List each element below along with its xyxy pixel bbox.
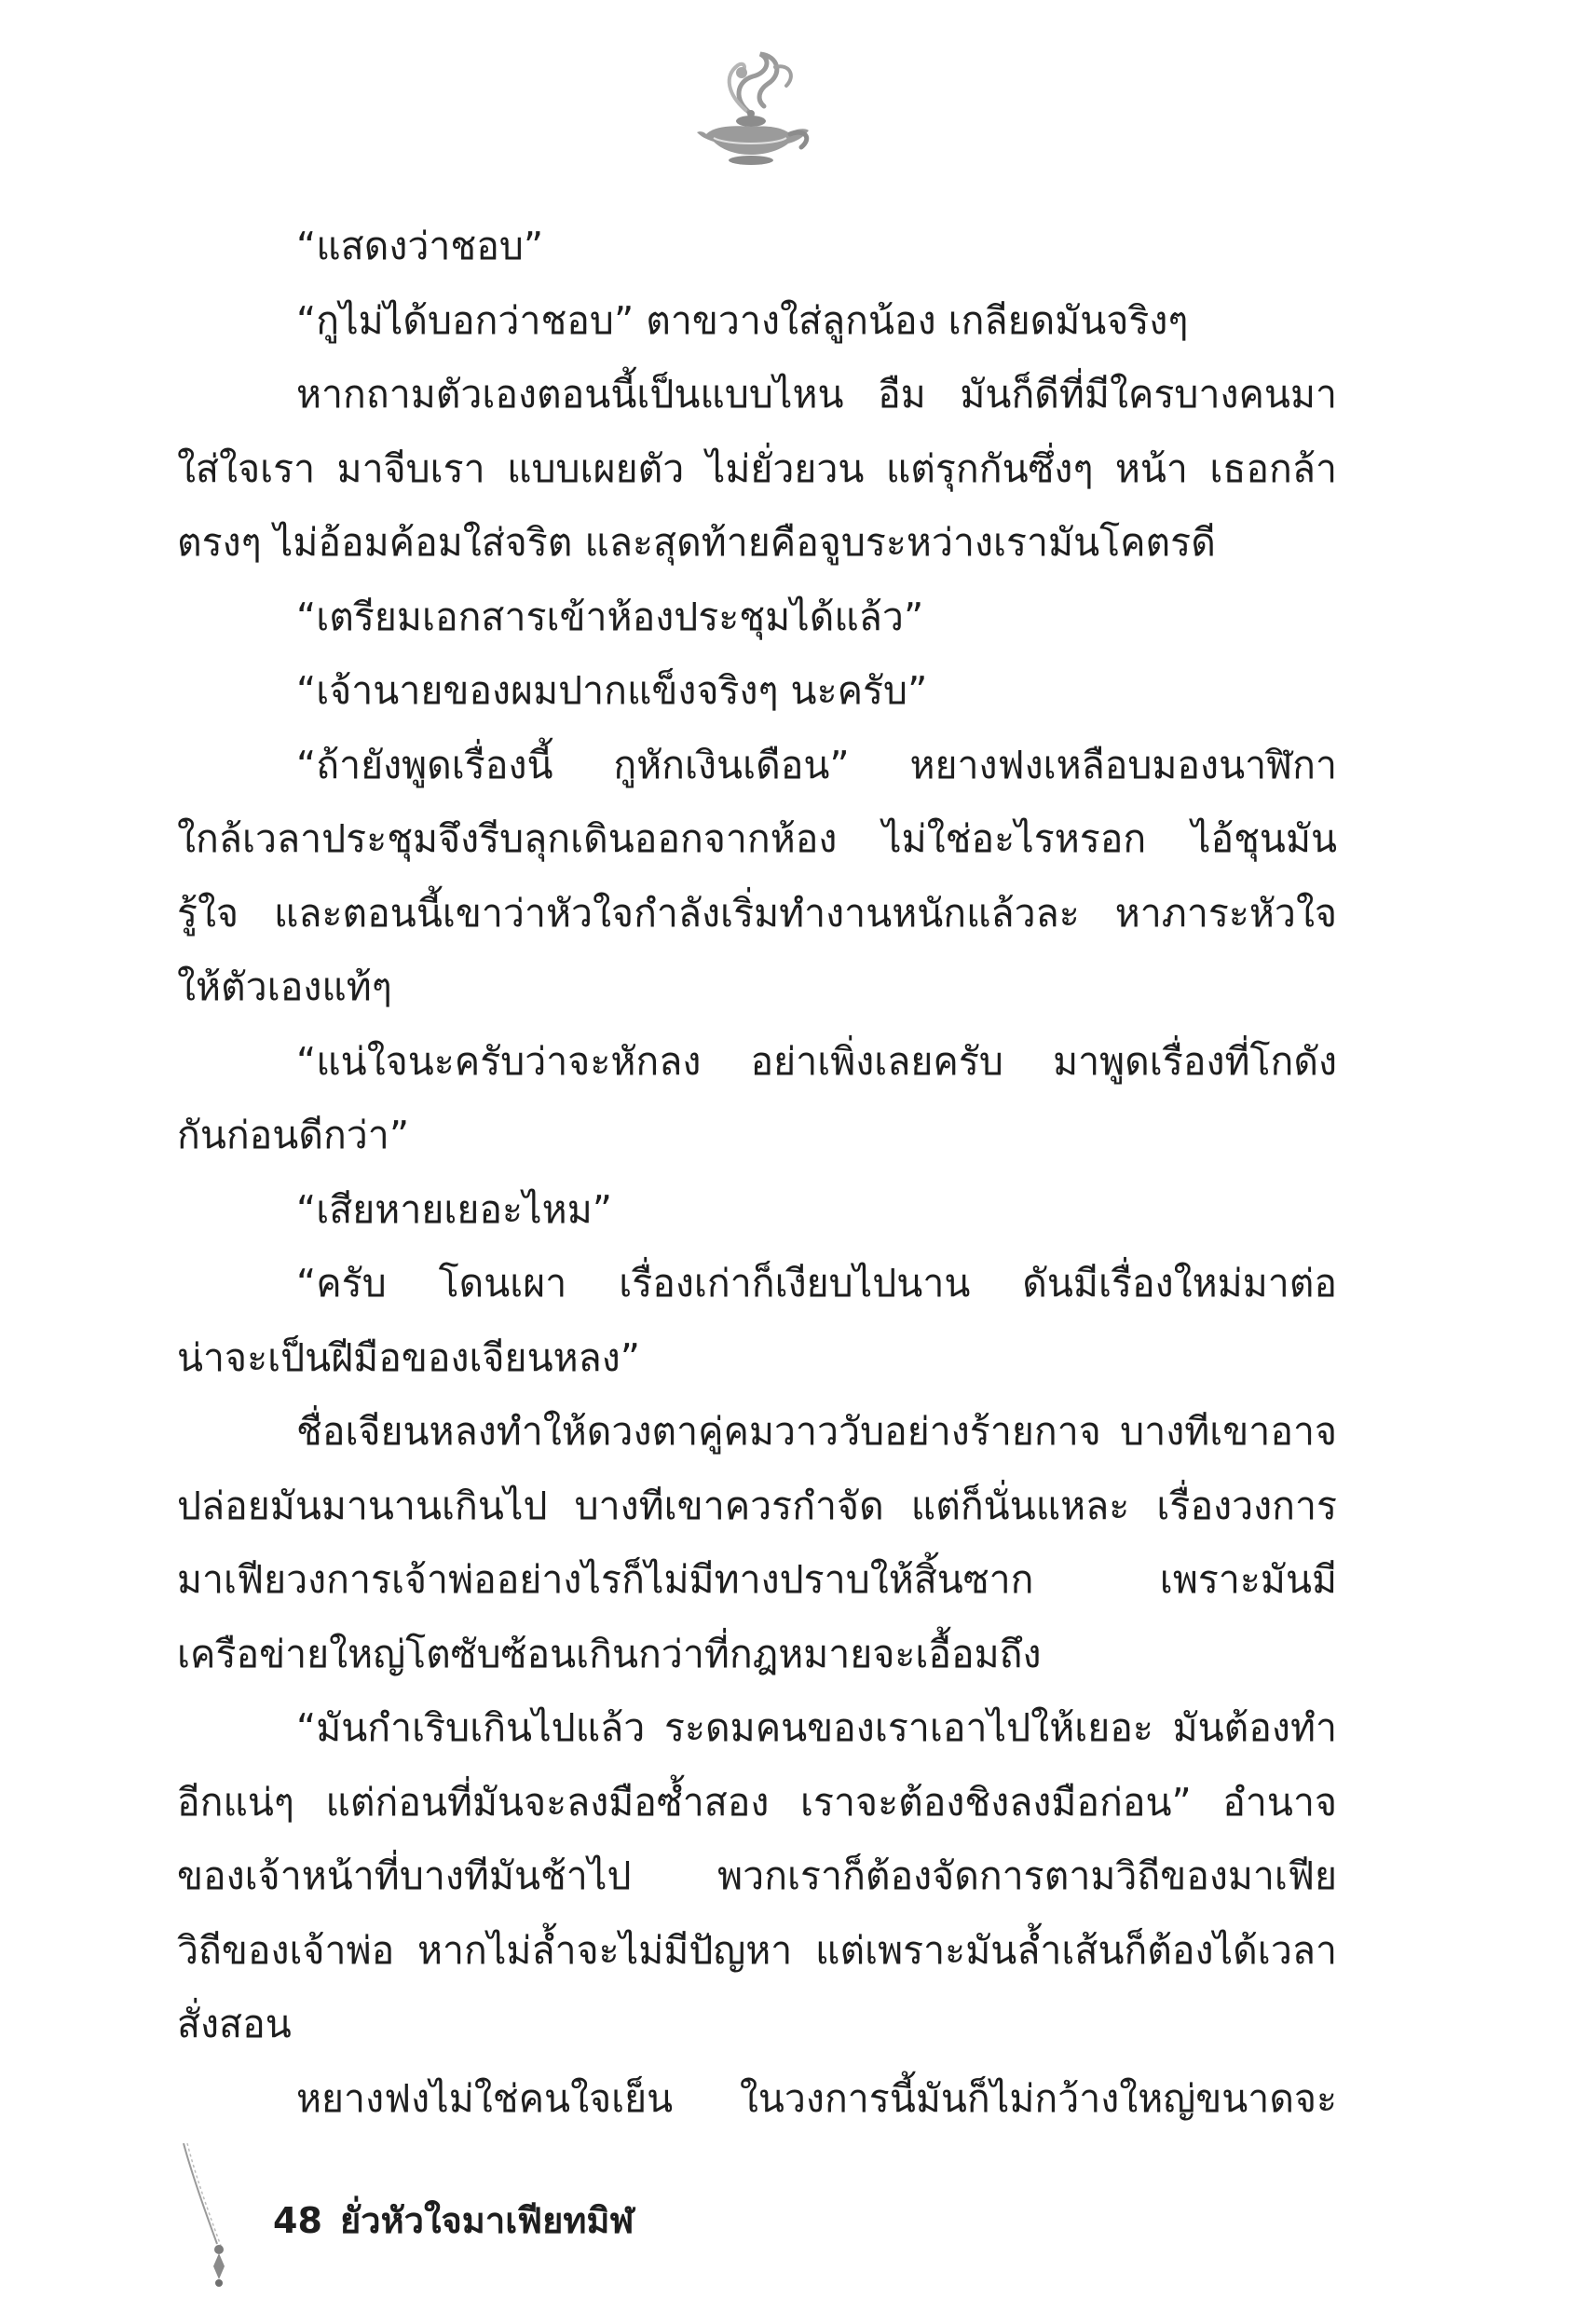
text-line: “เตรียมเอกสารเข้าห้องประชุมได้แล้ว”	[296, 594, 924, 639]
text-line: ใส่ใจเรา มาจีบเรา แบบเผยตัว ไม่ยั่วยวน แต่รุกกันซึ่งๆ หน้า เธอกล้า	[177, 445, 1337, 491]
text-line: “เจ้านายของผมปากแข็งจริงๆ นะครับ”	[296, 668, 928, 713]
text-line: “แสดงว่าชอบ”	[296, 224, 544, 268]
text-line: สั่งสอน	[177, 2002, 292, 2046]
text-line: หากถามตัวเองตอนนี้เป็นแบบไหน อืม มันก็ดีที่มีใครบางคนมา	[296, 372, 1337, 417]
text-line: “เสียหายเยอะไหม”	[296, 1186, 612, 1232]
text-line: รู้ใจ และตอนนี้เขาว่าหัวใจกำลังเริ่มทำงานหนักแล้วละ หาภาระหัวใจ	[177, 890, 1337, 936]
text-line: เครือข่ายใหญ่โตซับซ้อนเกินกว่าที่กฎหมายจะเอื้อมถึง	[177, 1631, 1042, 1676]
text-line: หยางฟงไม่ใช่คนใจเย็น ในวงการนี้มันก็ไม่กว้างใหญ่ขนาดจะ	[296, 2075, 1337, 2121]
text-line: อีกแน่ๆ แต่ก่อนที่มันจะลงมือซ้ำสอง เราจะต้องชิงลงมือก่อน” อำนาจ	[177, 1779, 1337, 1825]
text-line: “ครับ โดนเผา เรื่องเก่าก็เงียบไปนาน ดันมีเรื่องใหม่มาต่อ	[296, 1261, 1337, 1306]
text-line: กันก่อนดีกว่า”	[177, 1113, 410, 1157]
text-line: มาเฟียวงการเจ้าพ่ออย่างไรก็ไม่มีทางปราบให้สิ้นซาก เพราะมันมี	[177, 1557, 1337, 1602]
text-line: “แน่ใจนะครับว่าจะหักลง อย่าเพิ่งเลยครับ มาพูดเรื่องที่โกดัง	[296, 1038, 1337, 1084]
text-line: “กูไม่ได้บอกว่าชอบ” ตาขวางใส่ลูกน้อง เกลียดมันจริงๆ	[296, 297, 1189, 343]
text-line: ชื่อเจียนหลงทำให้ดวงตาคู่คมวาววับอย่างร้ายกาจ บางทีเขาอาจ	[296, 1409, 1337, 1454]
text-line: ของเจ้าหน้าที่บางทีมันช้าไป พวกเราก็ต้องจัดการตามวิถีของมาเฟีย	[177, 1853, 1337, 1898]
genie-lamp-icon	[686, 48, 816, 170]
book-title: ยั่วหัวใจมาเฟียทมิฬ	[340, 2200, 634, 2241]
text-line: ให้ตัวเองแท้ๆ	[177, 964, 392, 1009]
body-text	[177, 210, 1337, 2136]
text-line: “ถ้ายังพูดเรื่องนี้ กูหักเงินเดือน” หยางฟงเหลือบมองนาฬิกา	[296, 742, 1337, 787]
text-line: ปล่อยมันมานานเกินไป บางทีเขาควรกำจัด แต่ก็นั่นแหละ เรื่องวงการ	[177, 1483, 1337, 1528]
page-number: 48	[273, 2200, 322, 2241]
text-line: ใกล้เวลาประชุมจึงรีบลุกเดินออกจากห้อง ไม่ใช่อะไรหรอก ไอ้ชุนมัน	[177, 816, 1337, 861]
pendant-necklace-icon	[182, 2143, 256, 2292]
page-footer	[182, 2143, 834, 2292]
text-line: “มันกำเริบเกินไปแล้ว ระดมคนของเราเอาไปให้เยอะ มันต้องทำ	[296, 1705, 1337, 1750]
text-line: วิถีของเจ้าพ่อ หากไม่ล้ำจะไม่มีปัญหา แต่เพราะมันล้ำเส้นก็ต้องได้เวลา	[177, 1927, 1337, 1973]
text-line: ตรงๆ ไม่อ้อมค้อมใส่จริต และสุดท้ายคือจูบระหว่างเรามันโคตรดี	[177, 520, 1216, 565]
text-line: น่าจะเป็นฝีมือของเจียนหลง”	[177, 1334, 641, 1380]
